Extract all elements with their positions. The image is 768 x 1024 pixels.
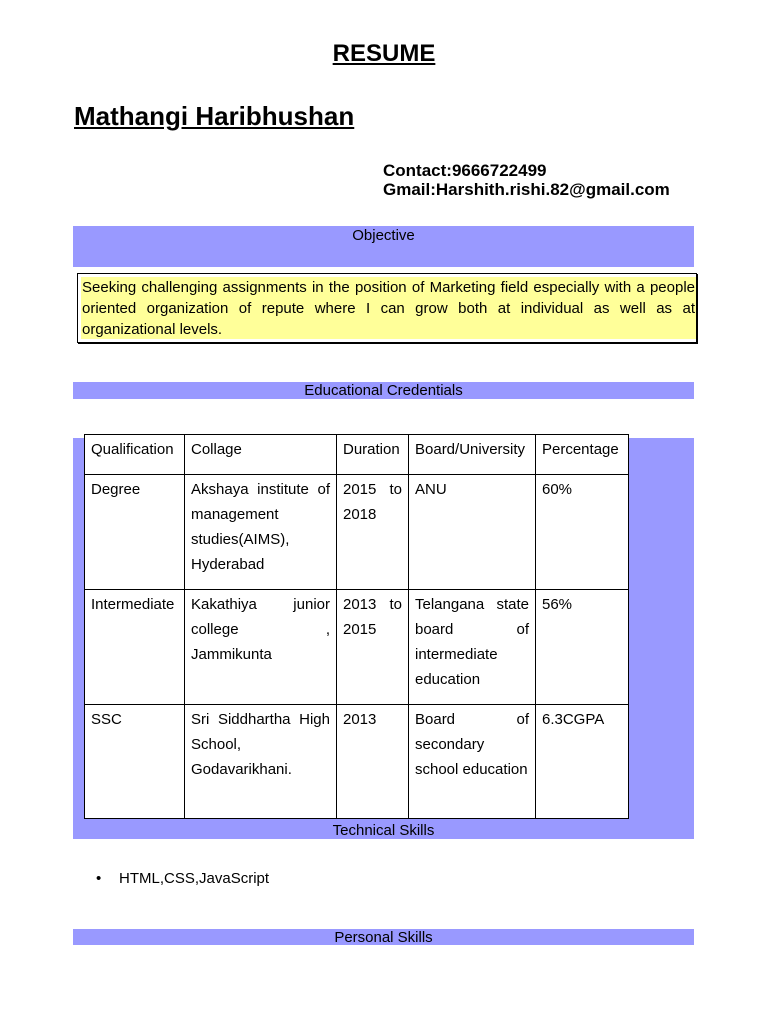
- header-qualification: Qualification: [85, 435, 185, 475]
- education-table: [84, 434, 629, 819]
- cell-qualification: Degree: [85, 475, 185, 590]
- objective-box: [77, 273, 697, 343]
- resume-title: RESUME: [332, 40, 436, 67]
- cell-college: Akshaya institute of management studies(AIMS), Hyderabad: [185, 475, 337, 590]
- technical-skills-list: [96, 869, 269, 889]
- cell-college: Sri Siddhartha High School, Godavarikhani.: [185, 705, 337, 819]
- cell-percentage: 60%: [536, 475, 629, 590]
- cell-qualification: SSC: [85, 705, 185, 819]
- contact-block: [383, 161, 670, 199]
- cell-qualification: Intermediate: [85, 590, 185, 705]
- objective-heading: Objective: [352, 227, 415, 244]
- cell-board: ANU: [409, 475, 536, 590]
- cell-board: Board of secondary school education: [409, 705, 536, 819]
- cell-percentage: 56%: [536, 590, 629, 705]
- candidate-name: Mathangi Haribhushan: [74, 101, 355, 131]
- cell-duration: 2013: [337, 705, 409, 819]
- education-heading: Educational Credentials: [73, 382, 694, 399]
- header-college: Collage: [185, 435, 337, 475]
- contact-email: Gmail:Harshith.rishi.82@gmail.com: [383, 180, 670, 199]
- personal-skills-heading: Personal Skills: [73, 929, 694, 945]
- cell-percentage: 6.3CGPA: [536, 705, 629, 819]
- cell-college: Kakathiya junior college , Jammikunta: [185, 590, 337, 705]
- bullet-icon: •: [96, 870, 102, 887]
- objective-text: Seeking challenging assignments in the position of Marketing field especially with a people oriented organization of repute where I can grow both at individual as well as at organizational levels.: [82, 279, 695, 338]
- list-item: [96, 869, 269, 889]
- header-percentage: Percentage: [536, 435, 629, 475]
- header-duration: Duration: [337, 435, 409, 475]
- table-header-row: [85, 435, 629, 475]
- contact-phone: Contact:9666722499: [383, 161, 547, 180]
- header-board: Board/University: [409, 435, 536, 475]
- table-row: [85, 590, 629, 705]
- cell-board: Telangana state board of intermediate education: [409, 590, 536, 705]
- cell-duration: 2015 to 2018: [337, 475, 409, 590]
- list-item-text: HTML,CSS,JavaScript: [119, 870, 270, 887]
- table-row: [85, 475, 629, 590]
- objective-heading-band: [73, 226, 694, 267]
- table-row: [85, 705, 629, 819]
- technical-skills-heading: Technical Skills: [332, 822, 435, 839]
- cell-duration: 2013 to 2015: [337, 590, 409, 705]
